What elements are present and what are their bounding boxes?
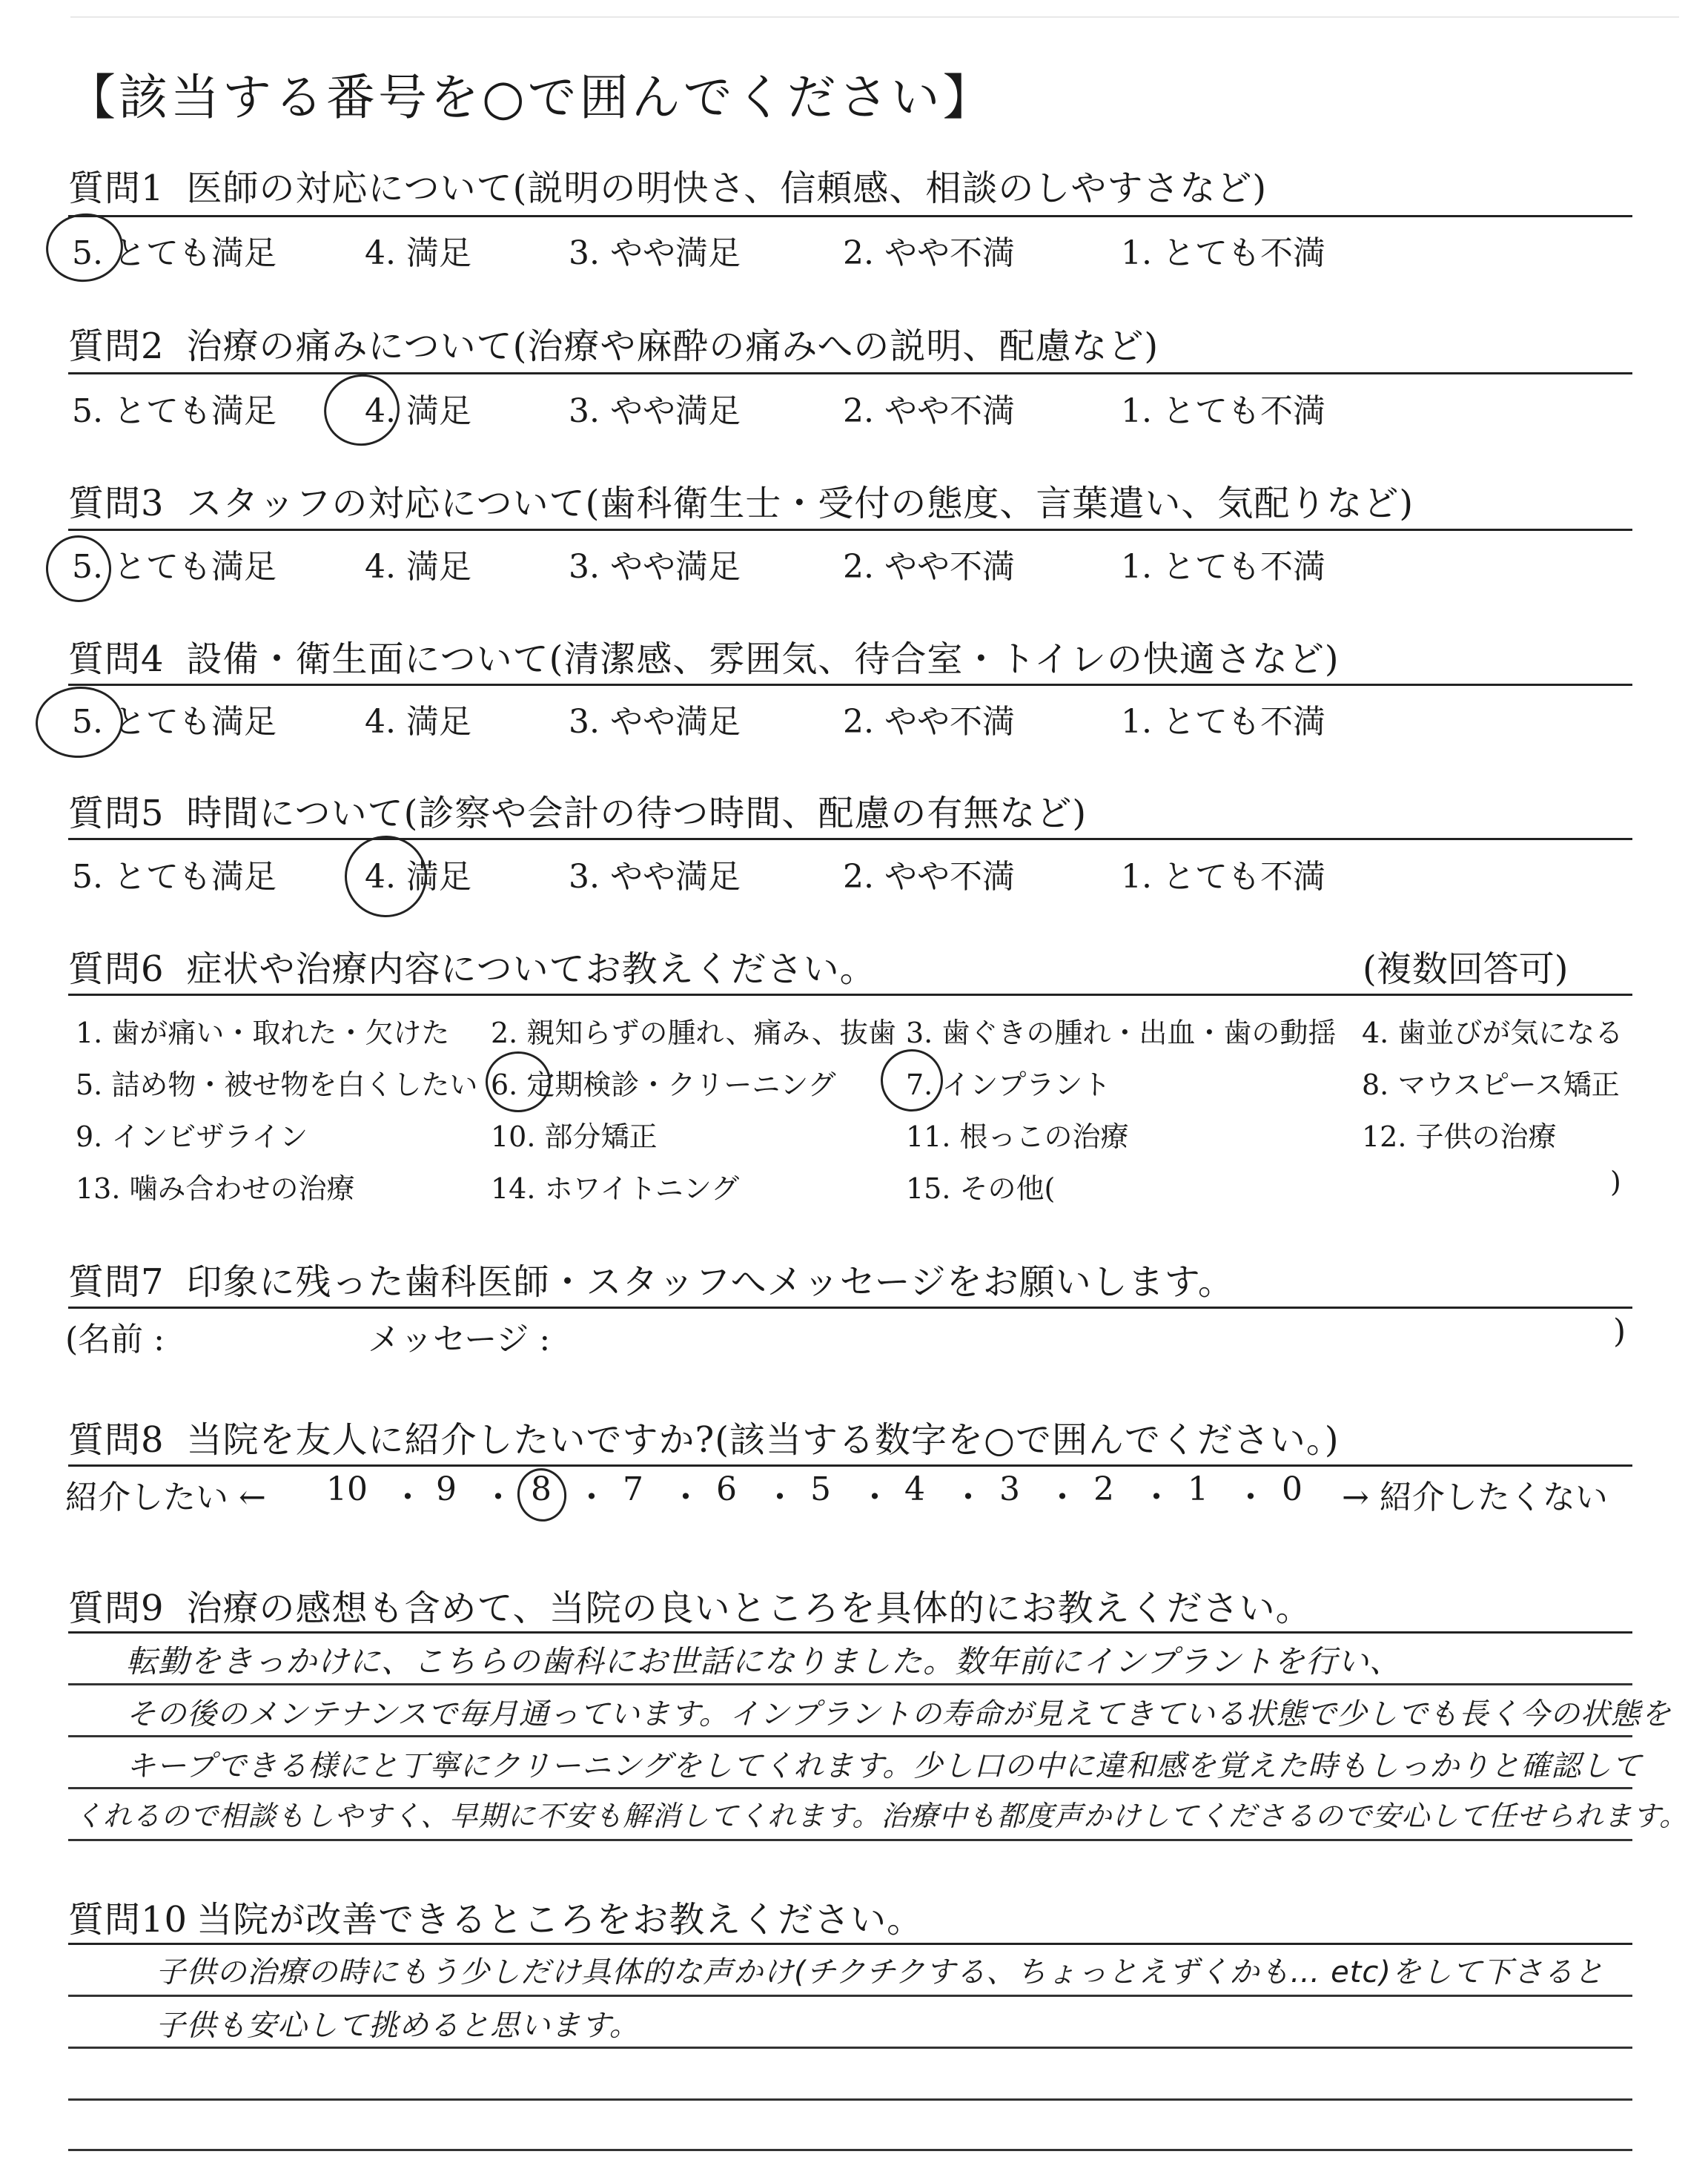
q6-option-8[interactable]: 8. マウスピース矯正 — [1362, 1069, 1620, 1101]
question-8 — [68, 1411, 1632, 1462]
option-3[interactable]: 3. やや満足 — [569, 703, 741, 741]
option-5[interactable]: 5. とても満足 — [72, 548, 277, 586]
question-text: 設備・衛生面について(清潔感、雰囲気、待合室・トイレの快適さなど) — [186, 638, 1340, 680]
writing-line — [68, 1683, 1632, 1685]
question-rule — [68, 1307, 1632, 1309]
option-4[interactable]: 4. 満足 — [365, 392, 471, 430]
answer-line-1: 転勤をきっかけに、こちらの歯科にお世話になりました。数年前にインプラントを行い、 — [126, 1643, 1402, 1680]
selection-circle — [338, 829, 433, 924]
option-1[interactable]: 1. とても不満 — [1121, 703, 1325, 741]
q6-option-11[interactable]: 11. 根っこの治療 — [906, 1120, 1129, 1153]
question-1 — [68, 159, 1632, 211]
scale-dot: ・ — [952, 1479, 984, 1516]
selection-circle — [486, 1051, 551, 1112]
question-2 — [68, 317, 1632, 369]
scale-dot: ・ — [858, 1479, 891, 1516]
option-2[interactable]: 2. やや不満 — [843, 703, 1015, 741]
q6-option-4[interactable]: 4. 歯並びが気になる — [1362, 1017, 1623, 1049]
scale-dot: ・ — [575, 1479, 608, 1516]
q7-close-paren: ) — [1613, 1312, 1626, 1350]
question-rule — [68, 1943, 1632, 1945]
question-rule — [68, 529, 1632, 531]
question-number: 質問9 — [68, 1588, 165, 1629]
scale-left-label: 紹介したい ← — [65, 1479, 266, 1516]
question-number: 質問2 — [68, 326, 165, 367]
writing-line — [68, 1735, 1632, 1737]
scale-0[interactable]: 0 — [1282, 1470, 1302, 1508]
q6-option-12[interactable]: 12. 子供の治療 — [1362, 1120, 1557, 1153]
option-1[interactable]: 1. とても不満 — [1121, 548, 1325, 586]
writing-line — [68, 1787, 1632, 1789]
option-5[interactable]: 5. とても満足 — [72, 858, 277, 896]
question-10 — [68, 1891, 1632, 1942]
scale-5[interactable]: 5 — [810, 1470, 831, 1508]
message-label: メッセージ : — [368, 1321, 551, 1358]
option-4[interactable]: 4. 満足 — [365, 234, 471, 272]
scale-3[interactable]: 3 — [999, 1470, 1020, 1508]
option-3[interactable]: 3. やや満足 — [569, 234, 741, 272]
writing-line — [68, 2047, 1632, 2049]
scale-dot: ・ — [669, 1479, 702, 1516]
form-header: 【該当する番号を○で囲んでください】 — [67, 69, 995, 126]
question-text: 医師の対応について(説明の明快さ、信頼感、相談のしやすさなど) — [186, 168, 1268, 209]
question-rule — [68, 1464, 1632, 1467]
answer-line-2: 子供も安心して挑めると思います。 — [156, 2009, 640, 2043]
question-number: 質問8 — [68, 1419, 165, 1461]
scale-2[interactable]: 2 — [1093, 1470, 1114, 1508]
q6-option-13[interactable]: 13. 噛み合わせの治療 — [76, 1172, 355, 1205]
option-2[interactable]: 2. やや不満 — [843, 234, 1015, 272]
option-2[interactable]: 2. やや不満 — [843, 548, 1015, 586]
q6-option-3[interactable]: 3. 歯ぐきの腫れ・出血・歯の動揺 — [906, 1017, 1337, 1049]
question-3 — [68, 475, 1632, 526]
scale-8[interactable]: 8 — [531, 1470, 552, 1508]
option-4[interactable]: 4. 満足 — [365, 548, 471, 586]
scale-dot: ・ — [391, 1479, 424, 1516]
scale-9[interactable]: 9 — [436, 1470, 457, 1508]
option-5[interactable]: 5. とても満足 — [72, 703, 277, 741]
question-rule — [68, 372, 1632, 374]
question-number: 質問7 — [68, 1261, 165, 1303]
writing-line — [68, 2149, 1632, 2151]
q6-close-paren: ) — [1610, 1166, 1621, 1198]
q6-option-15[interactable]: 15. その他( — [906, 1172, 1056, 1205]
top-edge-line — [70, 16, 1679, 18]
question-4 — [68, 630, 1632, 681]
question-rule — [68, 1631, 1632, 1634]
scale-dot: ・ — [482, 1479, 514, 1516]
option-1[interactable]: 1. とても不満 — [1121, 392, 1325, 430]
option-4[interactable]: 4. 満足 — [365, 858, 471, 896]
q6-option-2[interactable]: 2. 親知らずの腫れ、痛み、抜歯 — [491, 1017, 896, 1049]
multiple-answers-note: (複数回答可) — [1363, 948, 1569, 990]
question-rule — [68, 684, 1632, 686]
selection-circle — [317, 367, 406, 452]
question-number: 質問4 — [68, 638, 165, 680]
selection-circle — [42, 208, 128, 287]
q6-option-6[interactable]: 6. 定期検診・クリーニング — [491, 1069, 836, 1101]
question-text: 治療の感想も含めて、当院の良いところを具体的にお教えください。 — [186, 1588, 1312, 1629]
option-3[interactable]: 3. やや満足 — [569, 548, 741, 586]
q6-option-1[interactable]: 1. 歯が痛い・取れた・欠けた — [76, 1017, 450, 1049]
scale-dot: ・ — [1234, 1479, 1267, 1516]
answer-line-4: くれるので相談もしやすく、早期に不安も解消してくれます。治療中も都度声かけしてくださるので安心して任せられます。 — [74, 1800, 1689, 1832]
question-text: 当院が改善できるところをお教えください。 — [196, 1899, 924, 1941]
option-2[interactable]: 2. やや不満 — [843, 858, 1015, 896]
option-3[interactable]: 3. やや満足 — [569, 858, 741, 896]
question-5 — [68, 785, 1632, 836]
question-rule — [68, 994, 1632, 996]
scale-4[interactable]: 4 — [904, 1470, 925, 1508]
q6-option-9[interactable]: 9. インビザライン — [76, 1120, 308, 1153]
writing-line — [68, 1995, 1632, 1997]
option-5[interactable]: 5. とても満足 — [72, 234, 277, 272]
scale-dot: ・ — [764, 1479, 796, 1516]
question-text: スタッフの対応について(歯科衛生士・受付の態度、言葉遣い、気配りなど) — [186, 483, 1414, 524]
question-rule — [68, 215, 1632, 217]
question-text: 治療の痛みについて(治療や麻酔の痛みへの説明、配慮など) — [186, 326, 1159, 367]
q6-option-14[interactable]: 14. ホワイトニング — [491, 1172, 740, 1205]
scale-right-label: → 紹介したくない — [1342, 1479, 1608, 1516]
scale-dot: ・ — [1046, 1479, 1079, 1516]
option-2[interactable]: 2. やや不満 — [843, 392, 1015, 430]
question-7 — [68, 1253, 1632, 1304]
option-5[interactable]: 5. とても満足 — [72, 392, 277, 430]
question-number: 質問6 — [68, 948, 165, 990]
question-number: 質問1 — [68, 168, 165, 209]
q6-option-5[interactable]: 5. 詰め物・被せ物を白くしたい — [76, 1069, 478, 1101]
question-number: 質問5 — [68, 793, 165, 834]
q6-option-7[interactable]: 7. インプラント — [906, 1069, 1111, 1101]
selection-circle — [874, 1043, 950, 1119]
question-text: 印象に残った歯科医師・スタッフへメッセージをお願いします。 — [186, 1261, 1234, 1303]
question-number: 質問10 — [68, 1899, 188, 1941]
option-1[interactable]: 1. とても不満 — [1121, 858, 1325, 896]
q6-option-10[interactable]: 10. 部分矯正 — [491, 1120, 658, 1153]
answer-line-1: 子供の治療の時にもう少しだけ具体的な声かけ(チクチクする、ちょっとえずくかも… etc)をして下さると — [156, 1955, 1605, 1989]
scale-10[interactable]: 10 — [326, 1470, 368, 1508]
question-9 — [68, 1579, 1632, 1631]
question-rule — [68, 838, 1632, 840]
question-number: 質問3 — [68, 483, 165, 524]
option-3[interactable]: 3. やや満足 — [569, 392, 741, 430]
answer-line-2: その後のメンテナンスで毎月通っています。インプラントの寿命が見えてきている状態で少しでも長く今の状態を — [126, 1697, 1672, 1731]
writing-line — [68, 2098, 1632, 2101]
name-label: (名前 : — [65, 1321, 165, 1358]
scale-7[interactable]: 7 — [623, 1470, 643, 1508]
scale-6[interactable]: 6 — [716, 1470, 737, 1508]
answer-line-3: キープできる様にと丁寧にクリーニングをしてくれます。少し口の中に違和感を覚えた時もしっかりと確認して — [126, 1749, 1643, 1783]
writing-line — [68, 1839, 1632, 1841]
question-text: 症状や治療内容についてお教えください。 — [186, 948, 876, 990]
question-text: 時間について(診察や会計の待つ時間、配慮の有無など) — [186, 793, 1088, 834]
selection-circle — [513, 1464, 571, 1525]
question-text: 当院を友人に紹介したいですか?(該当する数字を○で囲んでください。) — [186, 1419, 1340, 1461]
option-4[interactable]: 4. 満足 — [365, 703, 471, 741]
option-1[interactable]: 1. とても不満 — [1121, 234, 1325, 272]
scale-dot: ・ — [1140, 1479, 1173, 1516]
scale-1[interactable]: 1 — [1188, 1470, 1208, 1508]
